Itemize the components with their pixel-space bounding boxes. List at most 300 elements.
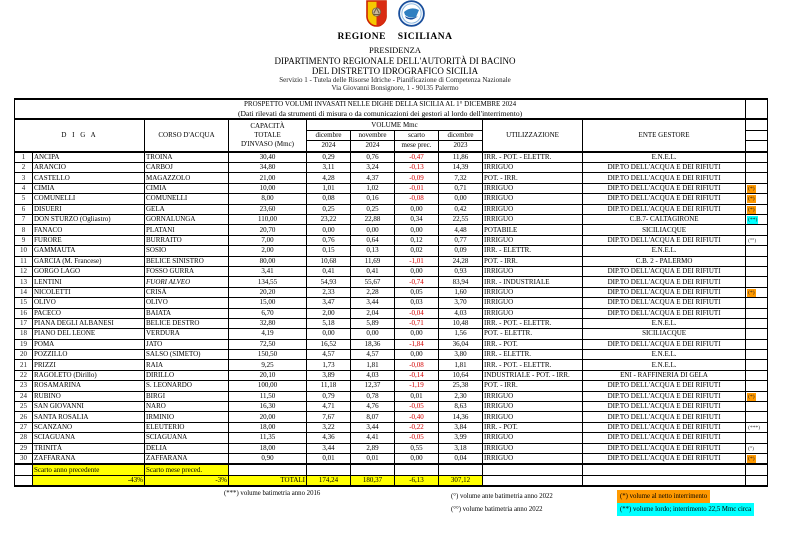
cell-ente: DIP.TO DELL'ACQUA E DEI RIFIUTI (583, 287, 746, 297)
cell-scarto: -0,22 (395, 422, 439, 432)
table-row (15, 443, 768, 453)
row-marker-cyan: (**) (748, 217, 758, 224)
cell-diga: ZAFFARANA (33, 453, 145, 464)
cell-corso: ZAFFARANA (145, 453, 229, 464)
row-marker-cell (746, 381, 768, 391)
department-line-1: DIPARTIMENTO REGIONALE DELL'AUTORITÀ DI BACINO (274, 55, 516, 66)
cell-dec23: 0,00 (439, 194, 483, 204)
cell-dec23: 3,70 (439, 298, 483, 308)
cell-scarto: 0,02 (395, 246, 439, 256)
cell-dec24: 0,41 (307, 266, 351, 276)
cell-nov24: 0,00 (351, 225, 395, 235)
total-scarto: -6,13 (395, 475, 439, 486)
cell-dec23: 3,99 (439, 433, 483, 443)
cell-scarto: -0,71 (395, 318, 439, 328)
cell-diga: ANCIPA (33, 152, 145, 163)
cell-scarto: 0,01 (395, 391, 439, 401)
cell-ente: DIP.TO DELL'ACQUA E DEI RIFIUTI (583, 163, 746, 173)
table-row (15, 370, 768, 380)
cell-dec24: 23,22 (307, 214, 351, 224)
row-marker-plain: (°°) (748, 237, 757, 244)
cell-dec24: 0,29 (307, 152, 351, 163)
cell-n: 25 (15, 402, 33, 412)
row-marker-cell (746, 422, 768, 432)
cell-dec24: 1,01 (307, 183, 351, 193)
cell-n: 14 (15, 287, 33, 297)
cell-uso: IRRIGUO (483, 433, 583, 443)
cell-n: 20 (15, 350, 33, 360)
row-marker-cell (746, 402, 768, 412)
service-line: Servizio 1 - Tutela delle Risorse Idriche - Pianificazione di Competenza Nazionale (279, 76, 511, 85)
cell-corso: FUORI ALVEO (145, 277, 229, 287)
row-marker-cell (746, 433, 768, 443)
cell-corso: SALSO (SIMETO) (145, 350, 229, 360)
cell-cap: 100,00 (229, 381, 307, 391)
cell-uso: IRR. - POT. (483, 422, 583, 432)
cell-empty (15, 464, 33, 475)
cell-n: 10 (15, 246, 33, 256)
cell-dec24: 0,79 (307, 391, 351, 401)
cell-scarto: 0,00 (395, 453, 439, 464)
cell-empty (583, 464, 746, 475)
total-nov24: 180,37 (351, 475, 395, 486)
col-header-utilizzazione: UTILIZZAZIONE (483, 119, 583, 151)
col-header-dicembre: dicembre (307, 130, 351, 140)
cell-dec23: 0,71 (439, 183, 483, 193)
scarto-labels-row (15, 464, 768, 475)
row-marker-cell (746, 204, 768, 214)
col-header-mese-prec: mese prec. (395, 141, 439, 152)
cell-cap: 80,00 (229, 256, 307, 266)
cell-diga: PACECO (33, 308, 145, 318)
cell-corso: DELIA (145, 443, 229, 453)
cell-nov24: 2,28 (351, 287, 395, 297)
cell-empty (583, 475, 746, 486)
table-row (15, 318, 768, 328)
cell-dec23: 22,55 (439, 214, 483, 224)
cell-corso: GELA (145, 204, 229, 214)
cell-ente: DIP.TO DELL'ACQUA E DEI RIFIUTI (583, 412, 746, 422)
cell-dec24: 3,89 (307, 370, 351, 380)
cell-nov24: 4,57 (351, 350, 395, 360)
col-header-corso: CORSO D'ACQUA (145, 119, 229, 151)
cell-n: 4 (15, 183, 33, 193)
cell-scarto: -1,01 (395, 256, 439, 266)
cell-n: 1 (15, 152, 33, 163)
table-row (15, 360, 768, 370)
cell-dec24: 0,08 (307, 194, 351, 204)
cell-dec23: 24,28 (439, 256, 483, 266)
table-title-row (15, 99, 768, 119)
cell-cap: 34,80 (229, 163, 307, 173)
cell-diga: GORGO LAGO (33, 266, 145, 276)
cell-n: 26 (15, 412, 33, 422)
cell-ente: E.N.E.L. (583, 246, 746, 256)
cell-dec23: 3,18 (439, 443, 483, 453)
table-row (15, 163, 768, 173)
table-title-cell (15, 99, 746, 119)
row-marker-cell (746, 235, 768, 245)
scarto-mese-pct: -3% (145, 475, 229, 486)
cell-ente: DIP.TO DELL'ACQUA E DEI RIFIUTI (583, 183, 746, 193)
table-row (15, 256, 768, 266)
cell-dec24: 3,47 (307, 298, 351, 308)
cell-dec23: 0,09 (439, 246, 483, 256)
row-marker-cell (746, 183, 768, 193)
table-title: PROSPETTO VOLUMI INVASATI NELLE DIGHE DELLA SICILIA AL 1° DICEMBRE 2024 (244, 100, 517, 109)
cell-n: 16 (15, 308, 33, 318)
scarto-anno-label: Scarto anno precedente (33, 464, 145, 475)
cell-corso: SOSIO (145, 246, 229, 256)
cell-dec23: 1,60 (439, 287, 483, 297)
cell-diga: CIMIA (33, 183, 145, 193)
cell-scarto: 0,00 (395, 350, 439, 360)
sicilia-coat-of-arms-icon (365, 0, 388, 32)
cell-n: 6 (15, 204, 33, 214)
cell-cap: 11,50 (229, 391, 307, 401)
cell-ente: DIP.TO DELL'ACQUA E DEI RIFIUTI (583, 443, 746, 453)
cell-cap: 18,00 (229, 443, 307, 453)
cell-empty (439, 464, 483, 475)
cell-empty (15, 475, 33, 486)
row-marker-orange: (*) (748, 456, 755, 463)
col-header-year-2023: 2023 (439, 141, 483, 152)
cell-nov24: 0,76 (351, 152, 395, 163)
cell-diga: FANACO (33, 225, 145, 235)
cell-uso: IRR. - ELETTR. (483, 350, 583, 360)
cell-uso: IRRIGUO (483, 235, 583, 245)
cell-diga: PIANO DEL LEONE (33, 329, 145, 339)
cell-nov24: 4,41 (351, 433, 395, 443)
cell-scarto: 0,34 (395, 214, 439, 224)
cell-dec24: 7,67 (307, 412, 351, 422)
cell-ente: DIP.TO DELL'ACQUA E DEI RIFIUTI (583, 298, 746, 308)
cell-nov24: 2,04 (351, 308, 395, 318)
cell-dec23: 7,32 (439, 173, 483, 183)
cell-dec24: 0,76 (307, 235, 351, 245)
cell-scarto: -0,47 (395, 152, 439, 163)
cell-uso: IRR. - ELETTR. (483, 246, 583, 256)
cell-scarto: -0,05 (395, 433, 439, 443)
cell-cap: 6,70 (229, 308, 307, 318)
cell-scarto: 0,00 (395, 266, 439, 276)
cell-corso: OLIVO (145, 298, 229, 308)
cell-cap: 11,35 (229, 433, 307, 443)
cell-nov24: 2,89 (351, 443, 395, 453)
cell-nov24: 0,41 (351, 266, 395, 276)
cell-scarto: 0,00 (395, 204, 439, 214)
cell-cap: 20,70 (229, 225, 307, 235)
table-row (15, 412, 768, 422)
row-marker-orange: (*) (748, 289, 755, 296)
cell-diga: TRINITÀ (33, 443, 145, 453)
footnotes (14, 487, 776, 521)
cell-dec24: 4,28 (307, 173, 351, 183)
row-marker-cell (746, 329, 768, 339)
cell-ente: E.N.E.L. (583, 318, 746, 328)
cell-diga: POZZILLO (33, 350, 145, 360)
cell-corso: BURRAITO (145, 235, 229, 245)
cell-corso: BELICE DESTRO (145, 318, 229, 328)
cell-uso: INDUSTRIALE - POT. - IRR. (483, 370, 583, 380)
cell-n: 24 (15, 391, 33, 401)
table-row (15, 391, 768, 401)
cell-corso: IRMINIO (145, 412, 229, 422)
cell-nov24: 0,78 (351, 391, 395, 401)
cell-dec24: 10,68 (307, 256, 351, 266)
cell-n: 27 (15, 422, 33, 432)
cell-uso: IRRIGUO (483, 443, 583, 453)
cell-ente: DIP.TO DELL'ACQUA E DEI RIFIUTI (583, 402, 746, 412)
cell-dec23: 8,63 (439, 402, 483, 412)
cell-scarto: -1,19 (395, 381, 439, 391)
col-header-year-2024: 2024 (307, 141, 351, 152)
cell-nov24: 0,00 (351, 329, 395, 339)
table-subtitle: (Dati rilevati da strumenti di misura o da comunicazioni dei gestori al lordo dell'interrimento) (237, 109, 523, 119)
totals-row (15, 475, 768, 486)
cell-dec24: 2,33 (307, 287, 351, 297)
cell-scarto: -0,08 (395, 194, 439, 204)
cell-dec24: 3,44 (307, 443, 351, 453)
cell-dec23: 4,03 (439, 308, 483, 318)
row-marker-cell (746, 370, 768, 380)
cell-ente: DIP.TO DELL'ACQUA E DEI RIFIUTI (583, 391, 746, 401)
cell-corso: FOSSO GURRA (145, 266, 229, 276)
cell-empty (229, 464, 307, 475)
cell-n: 18 (15, 329, 33, 339)
table-row (15, 453, 768, 464)
row-marker-orange: (*) (748, 206, 755, 213)
cell-uso: POT. - IRR. (483, 381, 583, 391)
margin-cell (746, 141, 768, 152)
row-marker-cell (746, 287, 768, 297)
footnote-right-group (617, 490, 754, 516)
cell-ente: DIP.TO DELL'ACQUA E DEI RIFIUTI (583, 433, 746, 443)
cell-nov24: 11,69 (351, 256, 395, 266)
cell-scarto: -0,04 (395, 308, 439, 318)
presidenza-line: PRESIDENZA (369, 44, 421, 55)
row-marker-cell (746, 214, 768, 224)
cell-corso: CRISÀ (145, 287, 229, 297)
cell-cap: 0,90 (229, 453, 307, 464)
cell-dec24: 4,57 (307, 350, 351, 360)
row-marker-cell (746, 391, 768, 401)
cell-scarto: -0,13 (395, 163, 439, 173)
cell-cap: 4,19 (229, 329, 307, 339)
footnote-batimetria-2016: (***) volume batimetria anno 2016 (224, 490, 321, 498)
cell-scarto: 0,05 (395, 287, 439, 297)
cell-ente: DIP.TO DELL'ACQUA E DEI RIFIUTI (583, 266, 746, 276)
cell-dec23: 0,77 (439, 235, 483, 245)
cell-nov24: 1,02 (351, 183, 395, 193)
table-row (15, 329, 768, 339)
row-marker-plain: (°) (748, 445, 754, 452)
cell-dec23: 36,04 (439, 339, 483, 349)
cell-cap: 15,00 (229, 298, 307, 308)
cell-diga: FURORE (33, 235, 145, 245)
cell-n: 22 (15, 370, 33, 380)
cell-dec24: 5,18 (307, 318, 351, 328)
table-row (15, 339, 768, 349)
col-header-scarto: scarto (395, 130, 439, 140)
department-line-2: DEL DISTRETTO IDROGRAFICO SICILIA (311, 66, 479, 77)
cell-diga: SCIAGUANA (33, 433, 145, 443)
cell-uso: IRRIGUO (483, 214, 583, 224)
cell-ente: SICILIACQUE (583, 225, 746, 235)
table-row (15, 381, 768, 391)
table-row (15, 183, 768, 193)
cell-dec23: 83,94 (439, 277, 483, 287)
cell-n: 15 (15, 298, 33, 308)
cell-dec24: 1,73 (307, 360, 351, 370)
table-row (15, 214, 768, 224)
cell-uso: IRRIGUO (483, 194, 583, 204)
row-marker-cell (746, 266, 768, 276)
footnote-ante-batimetria-2022: (°) volume ante batimetria anno 2022 (451, 493, 553, 501)
cell-diga: COMUNELLI (33, 194, 145, 204)
row-marker-cell (746, 412, 768, 422)
cell-ente: ENI - RAFFINERIA DI GELA (583, 370, 746, 380)
cell-dec24: 4,36 (307, 433, 351, 443)
cell-scarto: 0,12 (395, 235, 439, 245)
cell-empty (483, 464, 583, 475)
cell-n: 12 (15, 266, 33, 276)
cell-scarto: -0,01 (395, 183, 439, 193)
table-row (15, 277, 768, 287)
cell-dec23: 3,84 (439, 422, 483, 432)
row-marker-cell (746, 173, 768, 183)
cell-uso: IRR. - POT. (483, 339, 583, 349)
cell-corso: BAIATA (145, 308, 229, 318)
row-marker-cell (746, 360, 768, 370)
cell-uso: POTABILE (483, 225, 583, 235)
cell-dec24: 11,18 (307, 381, 351, 391)
cell-dec23: 0,42 (439, 204, 483, 214)
margin-cell (746, 119, 768, 130)
row-marker-orange: (*) (748, 393, 755, 400)
letterhead (0, 0, 790, 92)
cell-dec23: 0,93 (439, 266, 483, 276)
cell-dec23: 1,81 (439, 360, 483, 370)
row-marker-cell (746, 225, 768, 235)
cell-n: 7 (15, 214, 33, 224)
table-row (15, 204, 768, 214)
row-marker-cell (746, 246, 768, 256)
cell-dec23: 11,86 (439, 152, 483, 163)
cell-uso: IRRIGUO (483, 266, 583, 276)
cell-corso: ELEUTERIO (145, 422, 229, 432)
address-line: Via Giovanni Bonsignore, 1 - 90135 Palermo (331, 84, 459, 93)
cell-uso: IRRIGUO (483, 287, 583, 297)
cell-diga: CASTELLO (33, 173, 145, 183)
cell-dec24: 0,00 (307, 329, 351, 339)
cell-diga: DISUERI (33, 204, 145, 214)
cell-dec24: 0,25 (307, 204, 351, 214)
cell-corso: COMUNELLI (145, 194, 229, 204)
col-header-dicembre-prev: dicembre (439, 130, 483, 140)
cell-n: 17 (15, 318, 33, 328)
cell-scarto: -0,09 (395, 173, 439, 183)
scarto-anno-pct: -43% (33, 475, 145, 486)
cell-corso: VERDURA (145, 329, 229, 339)
footnote-mid-group (451, 490, 553, 516)
cell-nov24: 3,44 (351, 298, 395, 308)
cell-uso: POT. - ELETTR. (483, 329, 583, 339)
cell-n: 5 (15, 194, 33, 204)
cell-ente: DIP.TO DELL'ACQUA E DEI RIFIUTI (583, 277, 746, 287)
cell-diga: NICOLETTI (33, 287, 145, 297)
cell-corso: CIMIA (145, 183, 229, 193)
cell-diga: RUBINO (33, 391, 145, 401)
cell-cap: 10,00 (229, 183, 307, 193)
cell-ente: DIP.TO DELL'ACQUA E DEI RIFIUTI (583, 204, 746, 214)
cell-diga: GARCIA (M. Francese) (33, 256, 145, 266)
cell-uso: IRRIGUO (483, 453, 583, 464)
cell-dec23: 14,39 (439, 163, 483, 173)
row-marker-cell (746, 318, 768, 328)
cell-cap: 8,00 (229, 194, 307, 204)
cell-cap: 2,00 (229, 246, 307, 256)
cell-cap: 21,00 (229, 173, 307, 183)
cell-diga: ROSAMARINA (33, 381, 145, 391)
cell-ente: E.N.E.L. (583, 360, 746, 370)
cell-uso: IRRIGUO (483, 402, 583, 412)
cell-cap: 18,00 (229, 422, 307, 432)
cell-diga: ARANCIO (33, 163, 145, 173)
cell-scarto: 0,00 (395, 225, 439, 235)
cell-dec23: 4,48 (439, 225, 483, 235)
row-marker-cell (746, 152, 768, 163)
org-name: REGIONE SICILIANA (337, 32, 453, 42)
table-row (15, 350, 768, 360)
cell-diga: SCANZANO (33, 422, 145, 432)
cell-corso: PLATANI (145, 225, 229, 235)
cell-uso: IRRIGUO (483, 412, 583, 422)
cell-diga: PIANA DEGLI ALBANESI (33, 318, 145, 328)
col-header-ente: ENTE GESTORE (583, 119, 746, 151)
row-marker-cell (746, 453, 768, 464)
cell-nov24: 3,44 (351, 422, 395, 432)
autorita-bacino-logo-icon (398, 0, 425, 32)
row-marker-cell (746, 298, 768, 308)
row-marker-cell (746, 277, 768, 287)
cell-nov24: 1,81 (351, 360, 395, 370)
cell-dec24: 0,01 (307, 453, 351, 464)
cell-uso: IRR. - POT. - ELETTR. (483, 152, 583, 163)
margin-cell (746, 464, 768, 475)
cell-cap: 20,00 (229, 412, 307, 422)
cell-dec24: 3,11 (307, 163, 351, 173)
cell-cap: 7,00 (229, 235, 307, 245)
row-marker-orange: (*) (748, 186, 755, 192)
cell-cap: 72,50 (229, 339, 307, 349)
cell-diga: LENTINI (33, 277, 145, 287)
cell-ente: C.B.7- CALTAGIRONE (583, 214, 746, 224)
cell-dec24: 0,00 (307, 225, 351, 235)
cell-n: 3 (15, 173, 33, 183)
cell-dec23: 10,64 (439, 370, 483, 380)
row-marker-cell (746, 443, 768, 453)
cell-n: 11 (15, 256, 33, 266)
cell-scarto: -0,14 (395, 370, 439, 380)
cell-corso: DIRILLO (145, 370, 229, 380)
cell-ente: DIP.TO DELL'ACQUA E DEI RIFIUTI (583, 308, 746, 318)
cell-nov24: 12,37 (351, 381, 395, 391)
table-row (15, 246, 768, 256)
cell-scarto: -0,40 (395, 412, 439, 422)
cell-nov24: 4,03 (351, 370, 395, 380)
cell-corso: JATO (145, 339, 229, 349)
